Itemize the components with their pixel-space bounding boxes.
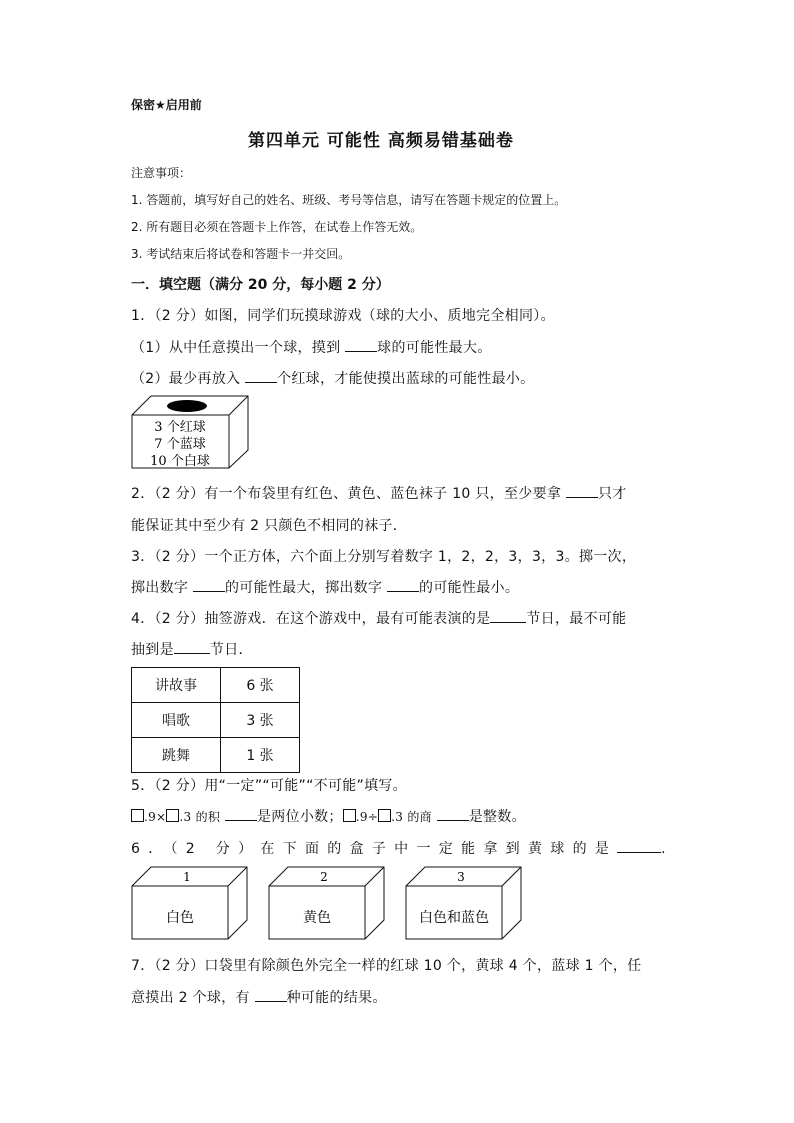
q5-blank-2[interactable]: [437, 806, 469, 821]
q4-blank-1[interactable]: [490, 608, 526, 623]
q3-blank-2[interactable]: [387, 577, 419, 592]
q6-text: 6．（2 分）在下面的盒子中一定能拿到黄球的是: [131, 841, 618, 857]
box-1-number: 1: [183, 870, 191, 884]
q4-line2: [131, 639, 253, 659]
box-3-label: 白色和蓝色: [419, 910, 489, 926]
q2-text-b: 只才: [597, 486, 627, 502]
page-title: 第四单元 可能性 高频易错基础卷: [248, 131, 514, 151]
q3-line2: [131, 577, 519, 597]
q4-text-c: 抽到是: [131, 642, 174, 658]
table-cell-activity: 唱歌: [132, 703, 221, 738]
q3-text-b: 的可能性最大，掷出数字: [224, 580, 383, 596]
q1-part1-text-b: 球的可能性最大。: [377, 340, 492, 356]
table-row: [132, 738, 300, 773]
box-1-label: 白色: [166, 910, 194, 926]
box-2-label: 黄色: [303, 910, 331, 926]
notice-item-1: 1. 答题前，填写好自己的姓名、班级、考号等信息，请写在答题卡规定的位置上。: [131, 193, 567, 207]
box-1: [132, 867, 247, 939]
table-cell-activity: 讲故事: [132, 668, 221, 703]
q4-text-b: 节日，最不可能: [526, 611, 627, 627]
q2-line1: [131, 483, 627, 503]
q6-boxes-figure: [131, 866, 523, 940]
box-line-red: 3 个红球: [154, 420, 206, 435]
confidential-label: 保密★启用前: [131, 98, 202, 112]
q2-text-a: 2．（2 分）有一个布袋里有红色、黄色、蓝色袜子 10 只，至少要拿: [131, 486, 562, 502]
q1-part2-text-b: 个红球，才能使摸出蓝球的可能性最小。: [277, 371, 535, 387]
table-cell-activity: 跳舞: [132, 738, 221, 773]
q5-line1: 5．（2 分）用“一定”“可能”“不可能”填写。: [131, 778, 407, 794]
q7-line1: 7．（2 分）口袋里有除颜色外完全一样的红球 10 个，黄球 4 个，蓝球 1 个，任: [131, 958, 642, 974]
q4-text-a: 4．（2 分）抽签游戏．在这个游戏中，最有可能表演的是: [131, 611, 491, 627]
table-row: [132, 703, 300, 738]
table-cell-count: 3 张: [221, 703, 300, 738]
q1-part2-blank[interactable]: [245, 368, 277, 383]
q5-line2: [131, 806, 526, 826]
notice-heading: 注意事项：: [131, 166, 192, 180]
q1-part2: [131, 368, 534, 388]
box-line-white: 10 个白球: [150, 454, 210, 469]
q7-line2: [131, 987, 387, 1007]
q6-end: .: [661, 841, 674, 857]
box-2: [269, 867, 384, 939]
table-cell-count: 6 张: [221, 668, 300, 703]
q1-part1: [131, 337, 492, 357]
q7-blank[interactable]: [255, 987, 287, 1002]
q5-expr-5: .3 的商: [391, 810, 432, 824]
q5-expr-2: .3 的积: [179, 810, 221, 824]
q6-blank[interactable]: [617, 838, 661, 853]
q5-expr-6: 是整数。: [468, 809, 526, 825]
q1-part2-text-a: （2）最少再放入: [131, 371, 241, 387]
q3-text-c: 的可能性最小。: [419, 580, 520, 596]
lottery-table: [131, 667, 300, 773]
q5-expr-3: 是两位小数；: [256, 809, 343, 825]
table-cell-count: 1 张: [221, 738, 300, 773]
q2-blank[interactable]: [566, 483, 598, 498]
digit-box-3: [343, 809, 356, 822]
q1-part1-text-a: （1）从中任意摸出一个球，摸到: [131, 340, 341, 356]
q7-text-a: 意摸出 2 个球，有: [131, 990, 250, 1006]
box-3-number: 3: [457, 870, 465, 884]
q2-line2: 能保证其中至少有 2 只颜色不相同的袜子．: [131, 518, 408, 534]
box-2-number: 2: [320, 870, 328, 884]
ball-box-figure: [131, 395, 249, 469]
box-line-blue: 7 个蓝球: [154, 437, 206, 452]
digit-box-4: [378, 809, 391, 822]
q3-line1: 3．（2 分）一个正方体，六个面上分别写着数字 1，2，2，3，3，3。掷一次，: [131, 549, 637, 565]
q6-line1: [131, 838, 674, 858]
q5-expr-1: .9×: [144, 810, 167, 824]
table-row: [132, 668, 300, 703]
q5-blank-1[interactable]: [225, 806, 257, 821]
q3-text-a: 掷出数字: [131, 580, 189, 596]
digit-box-1: [131, 809, 144, 822]
section-heading: 一．填空题（满分 20 分，每小题 2 分）: [131, 277, 390, 293]
box-hole: [167, 400, 207, 412]
q3-blank-1[interactable]: [193, 577, 225, 592]
digit-box-2: [166, 809, 179, 822]
q1-part1-blank[interactable]: [345, 337, 377, 352]
box-3: [406, 867, 521, 939]
q4-text-d: 节日．: [209, 642, 253, 658]
q5-expr-4: .9÷: [355, 810, 379, 824]
q4-blank-2[interactable]: [174, 639, 210, 654]
q1-stem: 1．（2 分）如图，同学们玩摸球游戏（球的大小、质地完全相同）。: [131, 308, 555, 324]
q4-line1: [131, 608, 626, 628]
notice-item-3: 3. 考试结束后将试卷和答题卡一并交回。: [131, 247, 351, 261]
q7-text-b: 种可能的结果。: [286, 990, 387, 1006]
notice-item-2: 2. 所有题目必须在答题卡上作答，在试卷上作答无效。: [131, 220, 423, 234]
